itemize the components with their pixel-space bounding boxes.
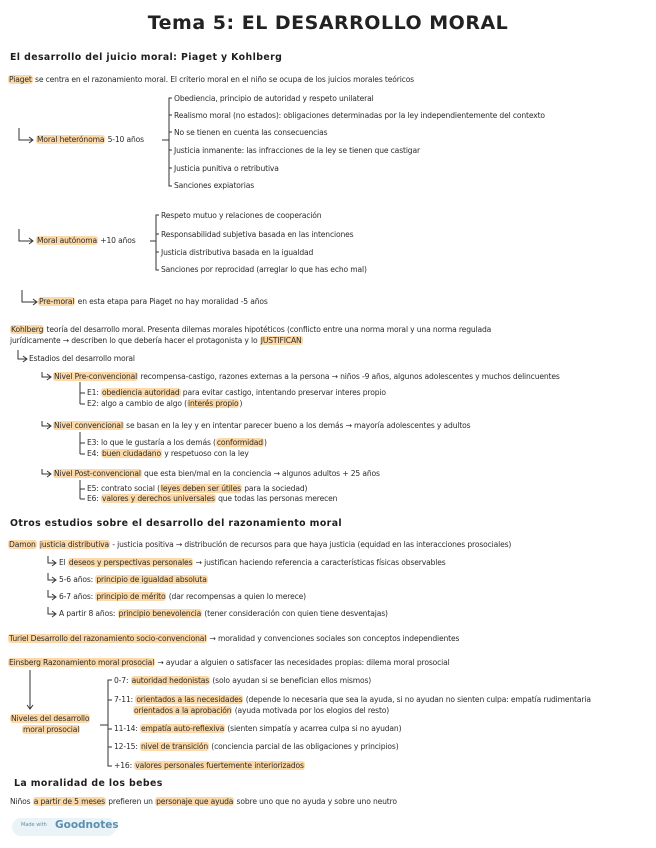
heteronoma-item: No se tienen en cuenta las consecuencias — [174, 128, 328, 137]
heteronoma-item: Realismo moral (no estados): obligaciones determinadas por la ley independientemente del contexto — [174, 111, 545, 120]
damon-line — [8, 540, 511, 550]
piaget-text: se centra en el razonamiento moral. El criterio moral en el niño se ocupa de los juicios morales teóricos — [32, 75, 414, 84]
autonoma-item: Justicia distributiva basada en la igualdad — [161, 248, 314, 257]
n1-hl: autoridad hedonistas — [131, 676, 210, 685]
e1-hl: obediencia autoridad — [102, 388, 180, 397]
damon-name: Damon — [9, 540, 36, 549]
d4-hl: principio benevolencia — [118, 609, 202, 618]
heteronoma-name: Moral heterónoma — [37, 135, 105, 144]
justifican-highlight: JUSTIFICAN — [260, 336, 302, 345]
e6-hl: valores y derechos universales — [102, 494, 215, 503]
n2b-post: (ayuda motivada por los elogios del resto) — [232, 706, 390, 715]
e4-post: y respetuoso con la ley — [161, 449, 249, 458]
nivel-pre-text: recompensa-castigo, razones externas a la persona → niños -9 años, algunos adolescentes y muchos delincuentes — [138, 372, 560, 381]
d4-pre: A partir 8 años: — [59, 609, 118, 618]
turiel-name: Turiel — [9, 634, 29, 643]
heteronoma-item: Justicia inmanente: las infracciones de la ley se tienen que castigar — [174, 146, 420, 155]
bebes-post: sobre uno que no ayuda y sobre uno neutro — [234, 797, 397, 806]
n2-post: (depende lo necesaria que sea la ayuda, si no ayudan no sienten culpa: empatía rudimentaria — [243, 695, 591, 704]
premoral-line — [38, 297, 268, 307]
nivel-pre-label: Nivel Pre-convencional — [54, 372, 138, 381]
kohlberg-line-1 — [10, 325, 491, 335]
e1-post: para evitar castigo, intentando preservar interes propio — [180, 388, 386, 397]
niveles-label — [10, 714, 90, 724]
heteronoma-age: 5-10 años — [105, 135, 144, 144]
bebes-pre: Niños — [10, 797, 33, 806]
d3-post: (dar recompensas a quien lo merece) — [166, 592, 306, 601]
piaget-line — [8, 75, 414, 85]
heteronoma-label — [36, 135, 144, 145]
d2-pre: 5-6 años: — [59, 575, 96, 584]
estadio-e5 — [87, 484, 307, 494]
damon-stage — [59, 575, 208, 585]
badge-small-text: Made with — [21, 822, 47, 828]
e6-pre: E6: — [87, 494, 102, 503]
estadio-e2 — [87, 399, 242, 409]
n3-pre: 11-14: — [114, 724, 140, 733]
niveles-label-2: moral prosocial — [23, 725, 80, 734]
damon-stage — [59, 592, 306, 602]
d1-hl: deseos y perspectivas personales — [68, 558, 193, 567]
e2-pre: E2: algo a cambio de algo ( — [87, 399, 187, 408]
estadio-e3 — [87, 438, 267, 448]
e2-hl: interés propio — [188, 399, 239, 408]
damon-stage — [59, 558, 446, 568]
bebes-line — [10, 797, 397, 807]
estadio-e4 — [87, 449, 249, 459]
autonoma-age: +10 años — [98, 236, 136, 245]
d1-pre: El — [59, 558, 68, 567]
turiel-topic: Desarrollo del razonamiento socio-convencional — [28, 634, 207, 643]
nivel-prosocial — [114, 742, 399, 752]
e3-hl: conformidad — [216, 438, 263, 447]
n4-post: (conciencia parcial de las obligaciones y principios) — [209, 742, 399, 751]
nivel-prosocial — [133, 706, 389, 716]
bebes-hl2: personaje que ayuda — [156, 797, 234, 806]
d4-post: (tener consideración con quien tiene desventajas) — [202, 609, 388, 618]
nivel-conv-label: Nivel convencional — [54, 421, 123, 430]
autonoma-label — [36, 236, 136, 246]
niveles-label-1: Niveles del desarrollo — [11, 714, 90, 723]
autonoma-item: Respeto mutuo y relaciones de cooperación — [161, 211, 322, 220]
e1-pre: E1: — [87, 388, 102, 397]
goodnotes-badge — [12, 818, 119, 836]
autonoma-item: Sanciones por reprocidad (arreglar lo que has echo mal) — [161, 265, 367, 274]
d3-pre: 6-7 años: — [59, 592, 96, 601]
e5-pre: E5: contrato social ( — [87, 484, 160, 493]
estadio-e6 — [87, 494, 337, 504]
d2-hl: principio de igualdad absoluta — [96, 575, 207, 584]
n5-pre: +16: — [114, 761, 135, 770]
e3-pre: E3: lo que le gustaría a los demás ( — [87, 438, 216, 447]
eisenberg-text: → ayudar a alguien o satisfacer las necesidades propias: dilema moral prosocial — [155, 658, 450, 667]
heteronoma-item: Sanciones expiatorias — [174, 181, 255, 190]
d3-hl: principio de mérito — [96, 592, 166, 601]
n4-pre: 12-15: — [114, 742, 140, 751]
e6-post: que todas las personas merecen — [215, 494, 338, 503]
autonoma-name: Moral autónoma — [37, 236, 97, 245]
damon-hl: justicia distributiva — [39, 540, 110, 549]
kohlberg-text: teoría del desarrollo moral. Presenta dilemas morales hipotéticos (conflicto entre una norma moral y una norma regulada — [44, 325, 492, 334]
nivel-post-text: que esta bien/mal en la conciencia → algunos adultos + 25 años — [141, 469, 380, 478]
nivel-post-label: Nivel Post-convencional — [54, 469, 141, 478]
eisenberg-name: Einsberg — [9, 658, 41, 667]
n1-pre: 0-7: — [114, 676, 131, 685]
premoral-name: Pre-moral — [39, 297, 75, 306]
nivel-conv-text: se basan en la ley y en intentar parecer bueno a los demás → mayoría adolescentes y adultos — [123, 421, 471, 430]
bebes-hl1: a partir de 5 meses — [33, 797, 105, 806]
premoral-text: en esta etapa para Piaget no hay moralidad -5 años — [75, 297, 268, 306]
turiel-line — [8, 634, 459, 644]
estadios-label: Estadios del desarrollo moral — [29, 354, 135, 363]
section-heading-bebes: La moralidad de los bebes — [14, 778, 163, 789]
turiel-text: → moralidad y convenciones sociales son conceptos independientes — [207, 634, 460, 643]
badge-brand: Goodnotes — [55, 819, 119, 831]
n2b-hl: orientados a la aprobación — [134, 706, 232, 715]
e5-post: para la sociedad) — [241, 484, 308, 493]
eisenberg-hl — [8, 658, 155, 667]
nivel-convencional — [53, 421, 470, 431]
nivel-prosocial — [114, 695, 591, 705]
e4-hl: buen ciudadano — [102, 449, 161, 458]
bebes-mid: prefieren un — [105, 797, 156, 806]
niveles-label — [22, 725, 80, 735]
n2-pre: 7-11: — [114, 695, 136, 704]
nivel-prosocial — [114, 676, 371, 686]
eisenberg-topic: Razonamiento moral prosocial — [40, 658, 155, 667]
damon-stage — [59, 609, 388, 619]
d1-post: → justifican haciendo referencia a características físicas observables — [193, 558, 446, 567]
kohlberg-line-2 — [10, 336, 303, 346]
kohlberg-text-2: jurídicamente → describen lo que debería hacer el protagonista y lo — [10, 336, 260, 345]
piaget-name: Piaget — [9, 75, 32, 84]
section-heading-juicio-moral: El desarrollo del juicio moral: Piaget y Kohlberg — [10, 52, 283, 63]
page-title: Tema 5: EL DESARROLLO MORAL — [147, 12, 509, 34]
autonoma-item: Responsabilidad subjetiva basada en las intenciones — [161, 230, 354, 239]
n5-hl: valores personales fuertemente interiorizados — [135, 761, 304, 770]
nivel-prosocial — [114, 761, 305, 771]
section-heading-otros-estudios: Otros estudios sobre el desarrollo del razonamiento moral — [10, 518, 343, 529]
e2-post: ) — [239, 399, 243, 408]
e4-pre: E4: — [87, 449, 102, 458]
kohlberg-name: Kohlberg — [11, 325, 44, 334]
turiel-hl — [8, 634, 207, 643]
heteronoma-item: Justicia punitiva o retributiva — [174, 164, 279, 173]
eisenberg-line — [8, 658, 450, 668]
n3-hl: empatía auto-reflexiva — [141, 724, 225, 733]
n3-post: (sienten simpatía y acarrea culpa si no ayudan) — [225, 724, 402, 733]
estadio-e1 — [87, 388, 386, 398]
e5-hl: leyes deben ser útiles — [160, 484, 241, 493]
n1-post: (solo ayudan si se benefician ellos mismos) — [210, 676, 372, 685]
nivel-prosocial — [114, 724, 401, 734]
damon-text: - justicia positiva → distribución de recursos para que haya justicia (equidad en las interacciones prosociales) — [110, 540, 512, 549]
heteronoma-item: Obediencia, principio de autoridad y respeto unilateral — [174, 94, 374, 103]
n4-hl: nivel de transición — [141, 742, 209, 751]
e3-post: ) — [263, 438, 267, 447]
n2-hl: orientados a las necesidades — [136, 695, 243, 704]
nivel-postconvencional — [53, 469, 380, 479]
nivel-preconvencional — [53, 372, 560, 382]
